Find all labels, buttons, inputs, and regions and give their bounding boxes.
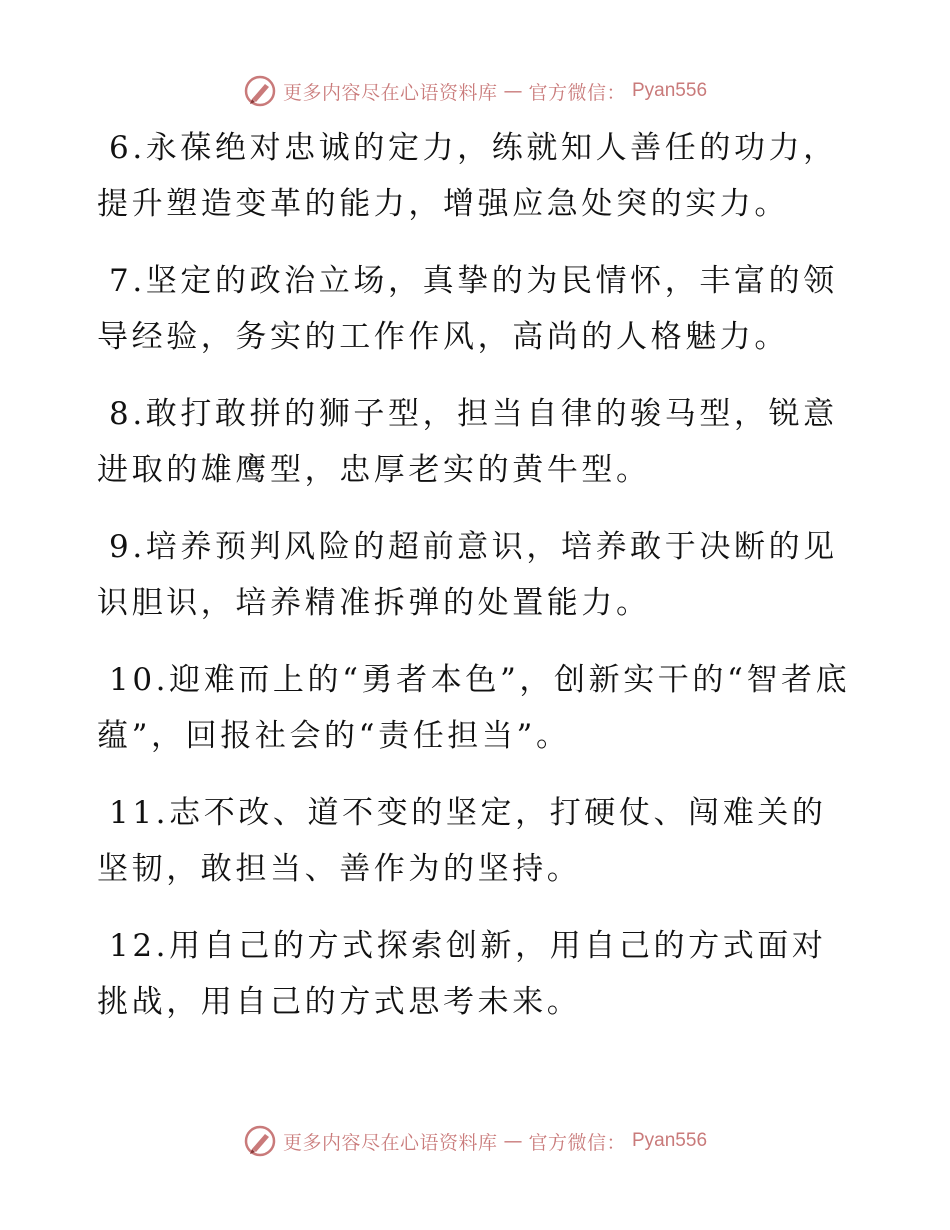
- paragraph-6: 6.永葆绝对忠诚的定力，练就知人善任的功力，提升塑造变革的能力，增强应急处突的实力。: [97, 130, 838, 222]
- watermark-title: 更多内容尽在心语资料库: [282, 81, 498, 104]
- watermark-contact-label: 官方微信：: [528, 1131, 626, 1154]
- watermark-contact-label: 官方微信：: [528, 81, 626, 104]
- pen-logo-icon: [243, 74, 277, 108]
- paragraph-9: 9.培养预判风险的超前意识，培养敢于决断的见识胆识，培养精准拆弹的处置能力。: [97, 529, 838, 621]
- paragraph-11: 11.志不改、道不变的坚定，打硬仗、闯难关的坚韧，敢担当、善作为的坚持。: [97, 795, 827, 887]
- paragraph-7: 7.坚定的政治立场，真挚的为民情怀，丰富的领导经验，务实的工作作风，高尚的人格魅力。: [97, 263, 838, 355]
- watermark-title: 更多内容尽在心语资料库: [282, 1131, 498, 1154]
- document-body: [97, 120, 857, 1051]
- paragraph-12: 12.用自己的方式探索创新，用自己的方式面对挑战，用自己的方式思考未来。: [97, 928, 827, 1020]
- watermark-dash: —: [503, 80, 523, 102]
- paragraph-10: 10.迎难而上的“勇者本色”，创新实干的“智者底蕴”，回报社会的“责任担当”。: [97, 662, 851, 754]
- watermark-contact-id: Pyan556: [632, 80, 708, 101]
- header-watermark: [0, 74, 950, 108]
- paragraph-8: 8.敢打敢拼的狮子型，担当自律的骏马型，锐意进取的雄鹰型，忠厚老实的黄牛型。: [97, 396, 838, 488]
- watermark-dash: —: [503, 1130, 523, 1152]
- pen-logo-icon: [243, 1124, 277, 1158]
- watermark-contact-id: Pyan556: [632, 1130, 708, 1151]
- footer-watermark: [0, 1124, 950, 1158]
